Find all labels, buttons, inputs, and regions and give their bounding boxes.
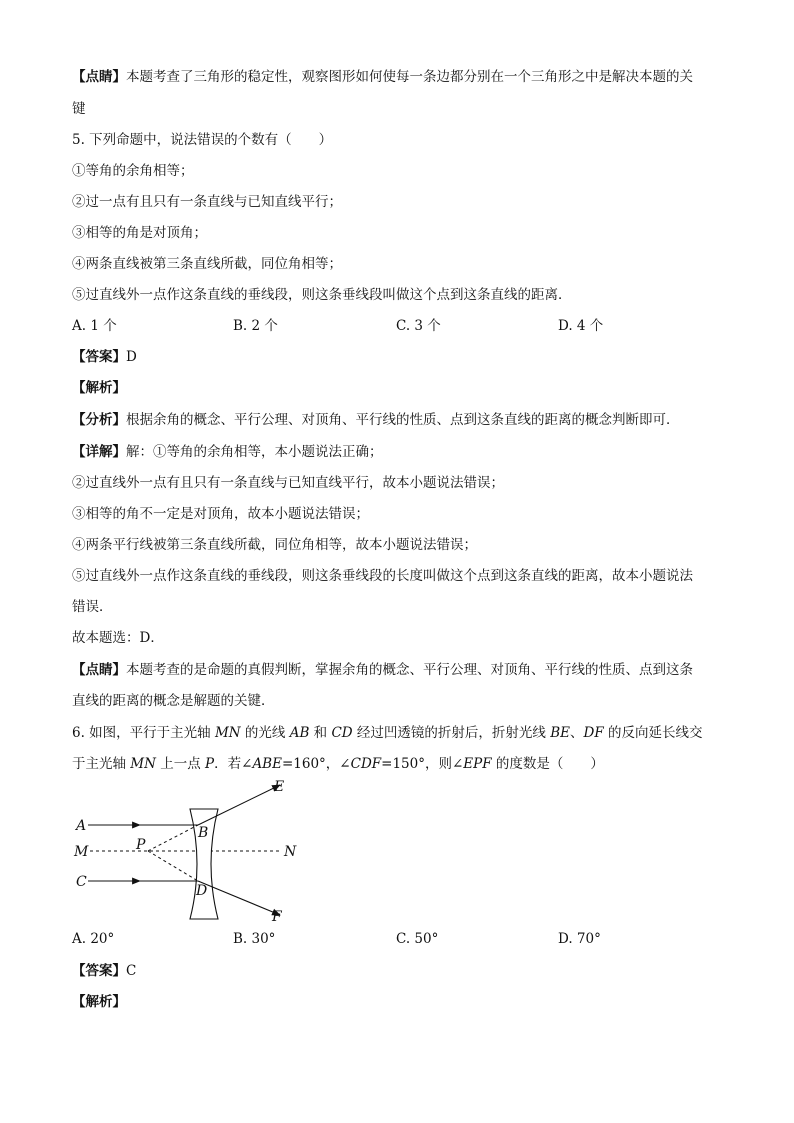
q5-option-b: B. 2 个 <box>233 318 278 334</box>
extension-pd <box>148 851 198 881</box>
q5-detail-4: ④两条平行线被第三条直线所截，同位角相等，故本小题说法错误； <box>72 537 477 553</box>
q5-answer: 【答案】D <box>72 349 137 365</box>
q6-option-a: A. 20° <box>72 931 115 947</box>
q5-item-3: ③相等的角是对顶角； <box>72 225 207 241</box>
q5-option-d: D. 4 个 <box>558 318 604 334</box>
q5-item-4: ④两条直线被第三条直线所截，同位角相等； <box>72 256 342 272</box>
q5-remark-line1: 【点睛】本题考查的是命题的真假判断，掌握余角的概念、平行公理、对顶角、平行线的性质、点到这条 <box>72 662 693 678</box>
q5-detail-2: ②过直线外一点有且只有一条直线与已知直线平行，故本小题说法错误； <box>72 475 504 491</box>
q5-remark-line2: 直线的距离的概念是解题的关键． <box>72 693 275 709</box>
q5-detail-5: ⑤过直线外一点作这条直线的垂线段，则这条垂线段的长度叫做这个点到这条直线的距离，故本小题说法 <box>72 568 693 584</box>
label-n: N <box>284 844 297 860</box>
q5-analysis-tag: 【解析】 <box>72 380 126 396</box>
ray-be <box>198 785 280 825</box>
q6-option-c: C. 50° <box>396 931 439 947</box>
q5-detail-7: 故本题选：D． <box>72 630 164 646</box>
q6-option-d: D. 70° <box>558 931 601 947</box>
q5-item-1: ①等角的余角相等； <box>72 163 194 179</box>
q5-detail-1: 【详解】解：①等角的余角相等，本小题说法正确； <box>72 444 383 460</box>
q5-detail-6: 错误． <box>72 599 113 615</box>
q5-fenxi: 【分析】根据余角的概念、平行公理、对顶角、平行线的性质、点到这条直线的距离的概念判断即可． <box>72 412 680 428</box>
q5-item-5: ⑤过直线外一点作这条直线的垂线段，则这条垂线段叫做这个点到这条直线的距离． <box>72 287 572 303</box>
q6-stem-line1: 6. 如图，平行于主光轴 MN 的光线 AB 和 CD 经过凹透镜的折射后，折射光线 BE、DF 的反向延长线交 <box>72 725 703 741</box>
label-d: D <box>196 883 208 899</box>
q4-remark-line1: 【点睛】本题考查了三角形的稳定性，观察图形如何使每一条边都分别在一个三角形之中是解决本题的关 <box>72 69 693 85</box>
label-e: E <box>274 779 285 795</box>
label-a: A <box>76 818 87 834</box>
q5-item-2: ②过一点有且只有一条直线与已知直线平行； <box>72 194 342 210</box>
label-c: C <box>76 874 87 890</box>
q5-detail-3: ③相等的角不一定是对顶角，故本小题说法错误； <box>72 506 369 522</box>
q6-option-b: B. 30° <box>233 931 276 947</box>
q6-analysis-tag: 【解析】 <box>72 994 126 1010</box>
q6-lens-figure <box>70 775 310 925</box>
q5-option-c: C. 3 个 <box>396 318 441 334</box>
q5-stem: 5. 下列命题中，说法错误的个数有（ ） <box>72 132 333 148</box>
q5-option-a: A. 1 个 <box>72 318 117 334</box>
q6-answer: 【答案】C <box>72 963 137 979</box>
q6-stem-line2: 于主光轴 MN 上一点 P．若∠ABE=160°，∠CDF=150°，则∠EPF 的度数是（ ） <box>72 756 604 772</box>
label-b: B <box>198 825 209 841</box>
label-m: M <box>74 844 89 860</box>
extension-pb <box>148 825 198 851</box>
label-p: P <box>136 837 146 853</box>
label-f: F <box>272 909 282 925</box>
q4-remark-line2: 键 <box>72 101 86 117</box>
remark-tag: 【点睛】 <box>72 69 126 85</box>
